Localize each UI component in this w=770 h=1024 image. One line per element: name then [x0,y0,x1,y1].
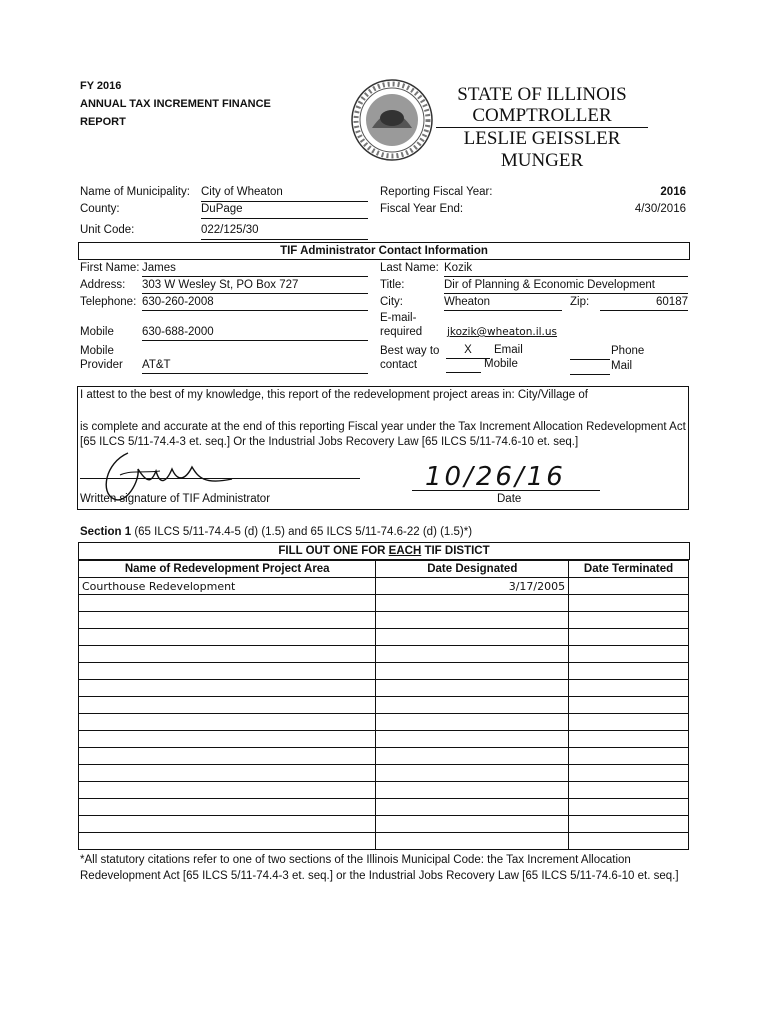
empty-cell[interactable] [569,697,689,714]
empty-cell[interactable] [79,680,376,697]
email-label-line1: E-mail- [380,312,417,324]
address-value: 303 W Wesley St, PO Box 727 [142,279,368,294]
empty-cell[interactable] [79,697,376,714]
email-option: Email [494,344,523,356]
empty-cell[interactable] [376,748,569,765]
empty-cell[interactable] [376,680,569,697]
last-name-label: Last Name: [380,262,439,274]
empty-cell[interactable] [376,816,569,833]
project-name-cell[interactable]: Courthouse Redevelopment [79,578,376,595]
empty-cell[interactable] [376,697,569,714]
last-name-value: Kozik [444,262,688,277]
municipality-name-label: Name of Municipality: [80,186,190,198]
empty-cell[interactable] [79,731,376,748]
table-row [79,782,689,799]
empty-cell[interactable] [376,765,569,782]
empty-cell[interactable] [376,731,569,748]
empty-cell[interactable] [376,782,569,799]
report-title-line2: ANNUAL TAX INCREMENT FINANCE [80,98,271,110]
empty-cell[interactable] [376,833,569,850]
state-seal-icon [350,78,434,162]
fiscal-year-end-value: 4/30/2016 [634,203,686,215]
table-row [79,714,689,731]
fiscal-year-value: 2016 [660,186,686,198]
signature-label: Written signature of TIF Administrator [80,493,271,505]
telephone-value: 630-260-2008 [142,296,368,311]
empty-cell[interactable] [376,612,569,629]
empty-cell[interactable] [569,680,689,697]
empty-cell[interactable] [79,799,376,816]
table-row [79,663,689,680]
banner-pre: FILL OUT ONE FOR [278,545,389,557]
empty-cell[interactable] [569,731,689,748]
comptroller-block [436,84,648,126]
date-value: 10/26/16 [425,462,566,492]
empty-cell[interactable] [569,663,689,680]
provider-label-line2: Provider [80,359,123,371]
empty-cell[interactable] [79,833,376,850]
table-row [79,748,689,765]
mail-option-mark[interactable] [570,360,610,375]
mobile-provider-value: AT&T [142,359,368,374]
footnote [80,852,700,884]
title-label: Title: [380,279,405,291]
unit-code-value: 022/125/30 [201,224,368,240]
municipality-name-value: City of Wheaton [201,186,368,202]
table-row [79,816,689,833]
empty-cell[interactable] [569,765,689,782]
empty-cell[interactable] [376,646,569,663]
mail-option: Mail [611,360,633,372]
best-way-label [380,344,439,372]
section1-title-rest: (65 ILCS 5/11-74.4-5 (d) (1.5) and 65 ILCS 5/11-74.6-22 (d) (1.5)*) [131,526,473,538]
mobile-provider-label [80,344,123,372]
empty-cell[interactable] [376,595,569,612]
fiscal-year-end-label: Fiscal Year End: [380,203,464,215]
table-row [79,629,689,646]
attestation-line3: [65 ILCS 5/11-74.4-3 et. seq.] Or the Industrial Jobs Recovery Law [65 ILCS 5/11-74.6-10 et. seq.] [80,436,579,448]
empty-cell[interactable] [79,595,376,612]
county-label: County: [80,203,120,215]
empty-cell[interactable] [79,612,376,629]
table-row [79,680,689,697]
date-label: Date [497,493,522,505]
report-title [80,77,271,131]
fiscal-year-label: Reporting Fiscal Year: [380,186,493,198]
col-project-name: Name of Redevelopment Project Area [79,561,376,578]
telephone-label: Telephone: [80,296,137,308]
empty-cell[interactable] [569,748,689,765]
table-row [79,765,689,782]
empty-cell[interactable] [79,765,376,782]
table-row [79,731,689,748]
date-designated-cell[interactable]: 3/17/2005 [376,578,569,595]
footnote-line1: *All statutory citations refer to one of two sections of the Illinois Municipal Code: the Tax Increment Allocation [80,854,631,866]
county-value: DuPage [201,203,368,219]
email-label-line2: required [380,326,423,338]
mobile-label: Mobile [80,326,114,338]
empty-cell[interactable] [569,612,689,629]
table-row [79,833,689,850]
section1-banner [78,542,690,560]
col-date-designated: Date Designated [376,561,569,578]
empty-cell[interactable] [376,629,569,646]
report-title-line1: FY 2016 [80,80,122,92]
empty-cell[interactable] [376,663,569,680]
contact-section [78,242,690,260]
table-row [79,612,689,629]
provider-label-line1: Mobile [80,345,114,357]
state-name: STATE OF ILLINOIS [457,84,627,105]
email-label [380,311,422,339]
empty-cell[interactable] [569,714,689,731]
empty-cell[interactable] [79,629,376,646]
title-value: Dir of Planning & Economic Development [444,279,688,294]
mobile-option: Mobile [484,358,518,370]
table-row [79,646,689,663]
best-way-line2: contact [380,359,418,371]
empty-cell[interactable] [79,782,376,799]
attestation-line2: is complete and accurate at the end of this reporting Fiscal year under the Tax Increment Allocation Redevelopment Act [80,421,686,433]
col-date-terminated: Date Terminated [569,561,689,578]
empty-cell[interactable] [569,816,689,833]
table-row [79,578,689,595]
comptroller-name: LESLIE GEISSLER MUNGER [463,128,621,171]
zip-label: Zip: [570,296,590,308]
contact-title: TIF Administrator Contact Information [280,245,488,257]
best-way-line1: Best way to [380,345,440,357]
empty-cell[interactable] [569,629,689,646]
unit-code-label: Unit Code: [80,224,135,236]
table-row [79,595,689,612]
attestation-line1: I attest to the best of my knowledge, this report of the redevelopment project areas in: City/Village of [80,389,588,401]
section1-title [80,526,472,538]
phone-option-mark[interactable] [570,345,610,360]
city-label: City: [380,296,403,308]
city-value: Wheaton [444,296,562,311]
empty-cell[interactable] [569,799,689,816]
mobile-option-mark[interactable] [446,358,481,373]
table-row [79,799,689,816]
banner-each: EACH [388,545,422,557]
project-area-table [78,560,689,850]
table-header-row [79,561,689,578]
empty-cell[interactable] [376,799,569,816]
address-label: Address: [80,279,126,291]
empty-cell[interactable] [79,816,376,833]
empty-cell[interactable] [569,833,689,850]
section1-title-bold: Section 1 [80,526,132,538]
empty-cell[interactable] [79,714,376,731]
empty-cell[interactable] [569,595,689,612]
banner-post: TIF DISTICT [421,545,490,557]
footnote-line2: Redevelopment Act [65 ILCS 5/11-74.4-3 et. seq.] or the Industrial Jobs Recovery Law [65 ILCS 5/11-74.6-10 et. seq.] [80,870,679,882]
first-name-value: James [142,262,368,277]
phone-option: Phone [611,345,645,357]
email-option-mark[interactable]: X [446,344,490,359]
zip-value: 60187 [600,296,688,311]
table-row [79,697,689,714]
empty-cell[interactable] [79,663,376,680]
date-terminated-cell[interactable] [569,578,689,595]
mobile-value: 630-688-2000 [142,326,368,341]
empty-cell[interactable] [569,646,689,663]
empty-cell[interactable] [376,714,569,731]
empty-cell[interactable] [569,782,689,799]
email-value: jkozik@wheaton.il.us [447,326,558,338]
empty-cell[interactable] [79,646,376,663]
report-title-line3: REPORT [80,116,126,128]
first-name-label: First Name: [80,262,140,274]
office-name: COMPTROLLER [472,105,612,126]
empty-cell[interactable] [79,748,376,765]
